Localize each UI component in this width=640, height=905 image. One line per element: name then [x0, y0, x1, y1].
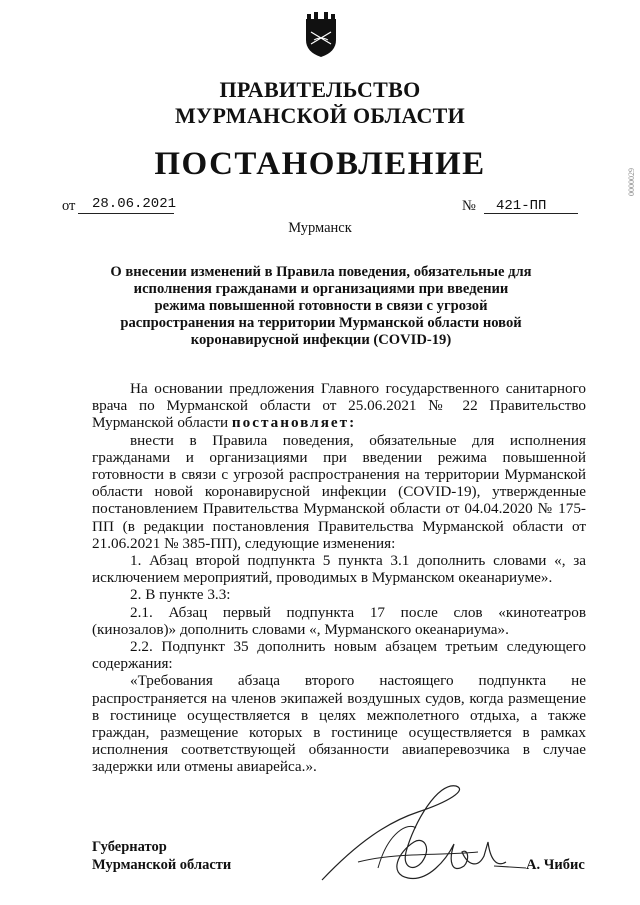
org-name-line1: ПРАВИТЕЛЬСТВО [219, 77, 421, 102]
date-prefix: от [62, 198, 76, 214]
signatory-position [92, 838, 231, 874]
handwritten-signature [318, 782, 538, 897]
decree-word: постановляет: [231, 414, 357, 432]
side-mark [627, 168, 636, 201]
body-quoted-paragraph: «Требования абзаца второго настоящего подпункта не распространяется на членов экипажей воздушных судов, когда размещение в гостинице осуществляется в целях межполетного отдыха, а также граждан, размещение которых в гостинице осуществляется в рамках исполнения соответствующей обязанности авиаперевозчика в случае задержки или отмены авиарейса.». [92, 672, 586, 776]
side-mark-text: 0000029 [627, 168, 636, 196]
body-paragraph-amend: внести в Правила поведения, обязательные для исполнения гражданами и организациями при введении режима повышенной готовности в связи с угрозой распространения на территории Мурманской области новой коронавирусной инфекции (COVID-19), утвержденные постановлением Правительства Мурманской области от 04.04.2020 № 175-ПП (в редакции постановления Правительства Мурманской области от 21.06.2021 № 385-ПП), следующие изменения: [92, 431, 586, 552]
number-prefix: № [462, 198, 476, 214]
body-item-2-2: 2.2. Подпункт 35 дополнить новым абзацем третьим следующего содержания: [92, 638, 586, 673]
document-date: 28.06.2021 [92, 196, 177, 212]
body-item-2: 2. В пункте 3.3: [130, 586, 231, 604]
document-subject: О внесении изменений в Правила поведения, обязательные для исполнения гражданами и организациями при введении режима повышенной готовности в связи с угрозой распространения на территории Мурманской области новой коронавирусной инфекции (COVID-19) [110, 264, 532, 348]
basis-text: На основании предложения Главного государственного санитарного врача по Мурманской области от 25.06.2021 № 22 Правительство Мурманской области [92, 380, 586, 432]
document-body [92, 380, 586, 776]
signatory-position-line2: Мурманской области [92, 857, 232, 873]
body-paragraph-basis [92, 380, 586, 432]
org-name-line2: МУРМАНСКОЙ ОБЛАСТИ [174, 103, 466, 128]
body-item-1: 1. Абзац второй подпункта 5 пункта 3.1 дополнить словами «, за исключением мероприятий, проводимых в Мурманском океанариуме». [92, 552, 586, 587]
city-name: Мурманск [288, 220, 352, 236]
document-type-title: ПОСТАНОВЛЕНИЕ [154, 146, 486, 182]
document-number: 421-ПП [496, 198, 547, 214]
coat-of-arms-emblem [302, 10, 340, 58]
date-underline [78, 213, 174, 214]
signatory-position-line1: Губернатор [92, 839, 167, 855]
signatory-name: А. Чибис [526, 857, 585, 873]
body-item-2-1: 2.1. Абзац первый подпункта 17 после слов «кинотеатров (кинозалов)» дополнить словами «, Мурманского океанариума». [92, 603, 586, 638]
